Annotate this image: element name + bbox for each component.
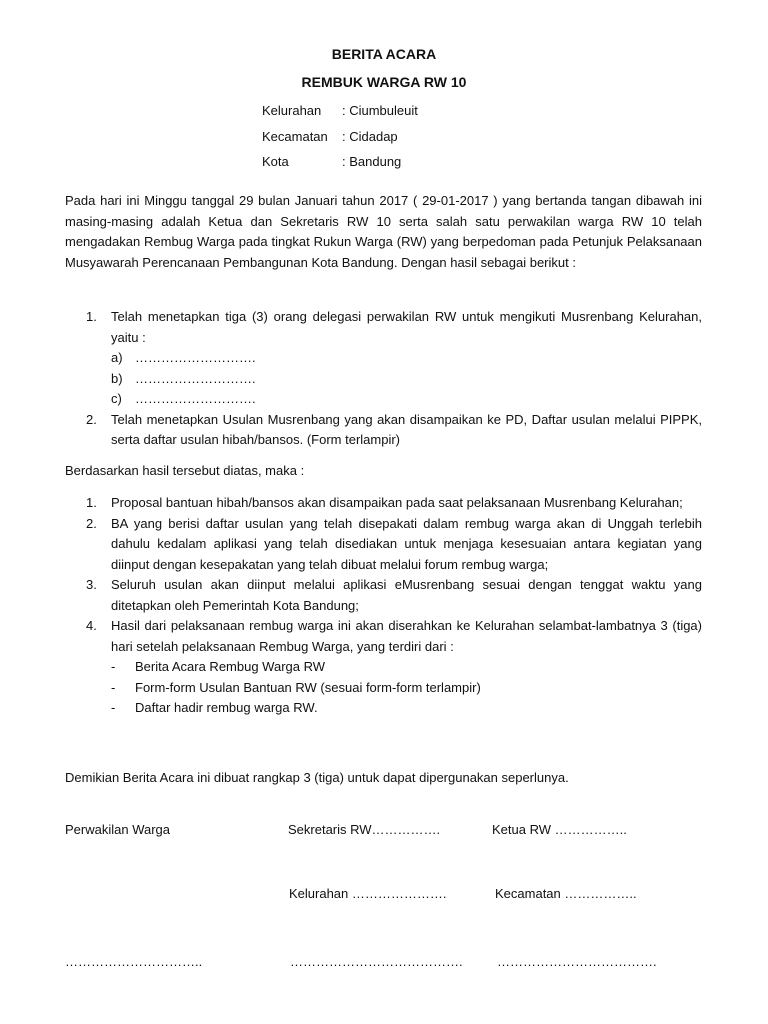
- attachment-text: Berita Acara Rembug Warga RW: [135, 659, 326, 674]
- attachment-dash: -: [111, 679, 116, 695]
- list-number: 2.: [86, 411, 97, 427]
- attachment-dash: -: [111, 700, 116, 715]
- signature-line-ketua: ……………………………….: [497, 954, 657, 969]
- delegate-item: [65, 389, 702, 410]
- signature-kecamatan: Kecamatan ……………..: [495, 886, 637, 901]
- list-number: 4.: [86, 618, 97, 633]
- info-label: Kelurahan: [262, 103, 322, 118]
- list-item: [65, 514, 702, 576]
- attachment-text: Form-form Usulan Bantuan RW (sesuai form-form terlampir): [135, 679, 481, 695]
- list-item: [65, 493, 702, 514]
- info-row-kelurahan: [262, 98, 418, 124]
- info-row-kecamatan: [262, 124, 418, 150]
- info-label: Kota: [262, 154, 289, 169]
- list-number: 3.: [86, 577, 97, 592]
- delegate-blank: ……………………….: [135, 370, 256, 386]
- transition-paragraph: Berdasarkan hasil tersebut diatas, maka :: [65, 463, 305, 478]
- signature-perwakilan: Perwakilan Warga: [65, 822, 171, 837]
- attachment-dash: -: [111, 659, 116, 674]
- signature-line-sekretaris: ………………………………….: [290, 954, 463, 969]
- info-value: : Cidadap: [342, 128, 398, 144]
- attachment-item: [65, 698, 702, 719]
- list-item: [65, 410, 702, 451]
- info-value: : Bandung: [342, 154, 402, 169]
- signature-line-perwakilan: …………………………..: [65, 954, 203, 969]
- list-text: Telah menetapkan Usulan Musrenbang yang akan disampaikan ke PD, Daftar usulan melalui PIPPK, serta daftar usulan hibah/bansos. (Form terlampir): [111, 411, 702, 447]
- delegate-label: b): [111, 370, 123, 386]
- delegate-blank: ……………………….: [135, 391, 256, 406]
- info-value: : Ciumbuleuit: [342, 103, 418, 118]
- delegate-blank: ……………………….: [135, 350, 256, 365]
- list-item: [65, 575, 702, 616]
- info-label: Kecamatan: [262, 128, 328, 144]
- signature-kelurahan: Kelurahan ………………….: [289, 886, 447, 901]
- list-text: BA yang berisi daftar usulan yang telah disepakati dalam rembug warga akan di Unggah terlebih dahulu kedalam aplikasi yang telah disediakan untuk menjaga kesesuaian antara kegiatan yang diinput dengan kesepakatan yang telah dibuat melalui forum rembug warga;: [111, 515, 702, 572]
- list-number: 2.: [86, 515, 97, 531]
- actions-list: [65, 493, 702, 719]
- attachment-item: [65, 657, 702, 678]
- location-info: [262, 98, 418, 175]
- list-number: 1.: [86, 495, 97, 510]
- list-text: Telah menetapkan tiga (3) orang delegasi perwakilan RW untuk mengikuti Musrenbang Kelurahan, yaitu :: [111, 309, 702, 345]
- intro-paragraph: Pada hari ini Minggu tanggal 29 bulan Januari tahun 2017 ( 29-01-2017 ) yang bertanda tangan dibawah ini masing-masing adalah Ketua dan Sekretaris RW 10 serta salah satu perwakilan warga RW 10 telah mengadakan Rembug Warga pada tingkat Rukun Warga (RW) yang berpedoman pada Petunjuk Pelaksanaan Musyawarah Perencanaan Pembangunan Kota Bandung. Dengan hasil sebagai berikut :: [65, 193, 702, 270]
- document-title: BERITA ACARA: [331, 46, 437, 62]
- attachment-text: Daftar hadir rembug warga RW.: [135, 700, 318, 715]
- list-item: [65, 616, 702, 657]
- delegate-label: c): [111, 391, 122, 406]
- closing-paragraph: Demikian Berita Acara ini dibuat rangkap 3 (tiga) untuk dapat dipergunakan seperlunya.: [65, 770, 569, 785]
- attachment-item: [65, 678, 702, 699]
- signature-ketua: Ketua RW ……………..: [492, 822, 627, 837]
- info-row-kota: [262, 149, 418, 175]
- results-list: [65, 307, 702, 451]
- delegate-item: [65, 348, 702, 369]
- delegate-label: a): [111, 350, 123, 365]
- delegate-item: [65, 369, 702, 390]
- list-text: Seluruh usulan akan diinput melalui aplikasi eMusrenbang sesuai dengan tenggat waktu yang ditetapkan oleh Pemerintah Kota Bandung;: [111, 577, 702, 613]
- list-text: Proposal bantuan hibah/bansos akan disampaikan pada saat pelaksanaan Musrenbang Kelurahan;: [111, 495, 683, 510]
- list-item: [65, 307, 702, 348]
- document-subtitle: REMBUK WARGA RW 10: [301, 74, 467, 90]
- list-text: Hasil dari pelaksanaan rembug warga ini akan diserahkan ke Kelurahan selambat-lambatnya 3 (tiga) hari setelah pelaksanaan Rembug Warga, yang terdiri dari :: [111, 618, 702, 654]
- signature-sekretaris: Sekretaris RW…………….: [288, 822, 441, 837]
- list-number: 1.: [86, 309, 97, 324]
